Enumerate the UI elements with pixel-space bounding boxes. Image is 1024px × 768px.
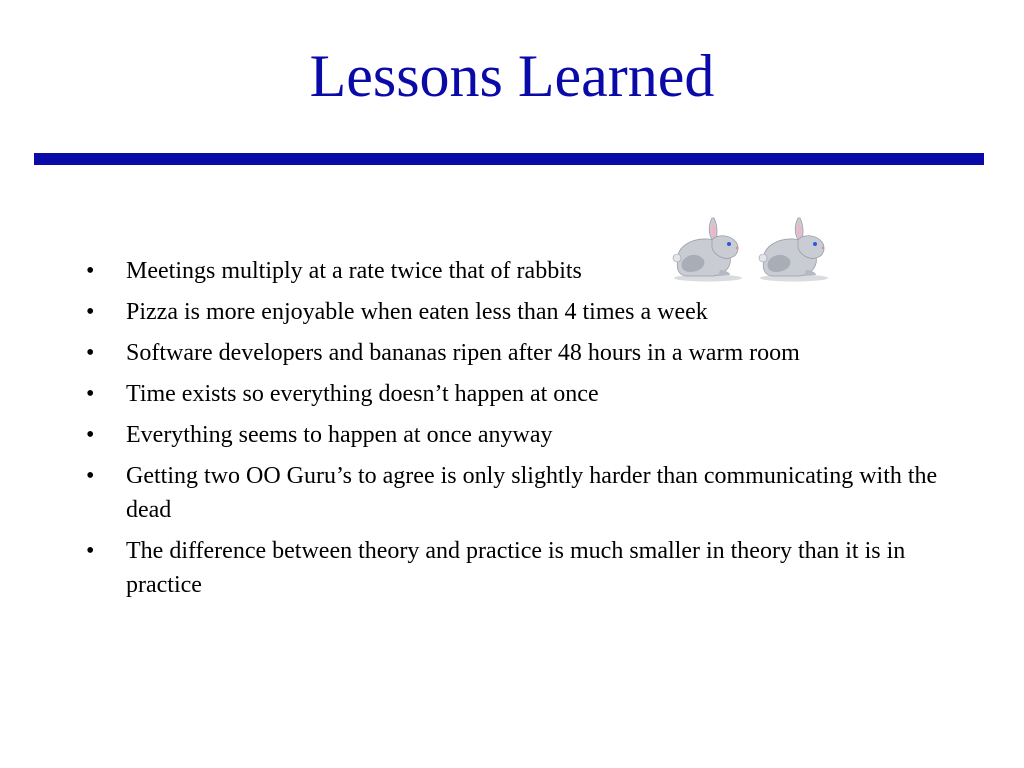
bullet-item (86, 336, 946, 370)
title-underline (34, 153, 984, 165)
bullet-text: The difference between theory and practice is much smaller in theory than it is in practice (126, 538, 906, 598)
bullet-marker: • (86, 538, 95, 564)
bullet-list (86, 254, 946, 609)
bullet-text: Time exists so everything doesn’t happen at once (126, 381, 599, 407)
bullet-item (86, 377, 946, 411)
bullet-text: Software developers and bananas ripen after 48 hours in a warm room (126, 340, 800, 366)
slide-title: Lessons Learned (309, 43, 715, 109)
bullet-text: Everything seems to happen at once anyway (126, 422, 553, 448)
bullet-marker: • (86, 422, 95, 448)
bullet-marker: • (86, 381, 95, 407)
bullet-text: Getting two OO Guru’s to agree is only slightly harder than communicating with the dead (126, 463, 938, 523)
bullet-text: Meetings multiply at a rate twice that of rabbits (126, 258, 582, 284)
bullet-item (86, 459, 946, 527)
bullet-text: Pizza is more enjoyable when eaten less than 4 times a week (126, 299, 708, 325)
bullet-marker: • (86, 258, 95, 284)
bullet-item (86, 295, 946, 329)
bullet-marker: • (86, 299, 95, 325)
bullet-item (86, 418, 946, 452)
bullet-marker: • (86, 463, 95, 489)
bullet-item (86, 254, 946, 288)
bullet-item (86, 534, 946, 602)
bullet-marker: • (86, 340, 95, 366)
